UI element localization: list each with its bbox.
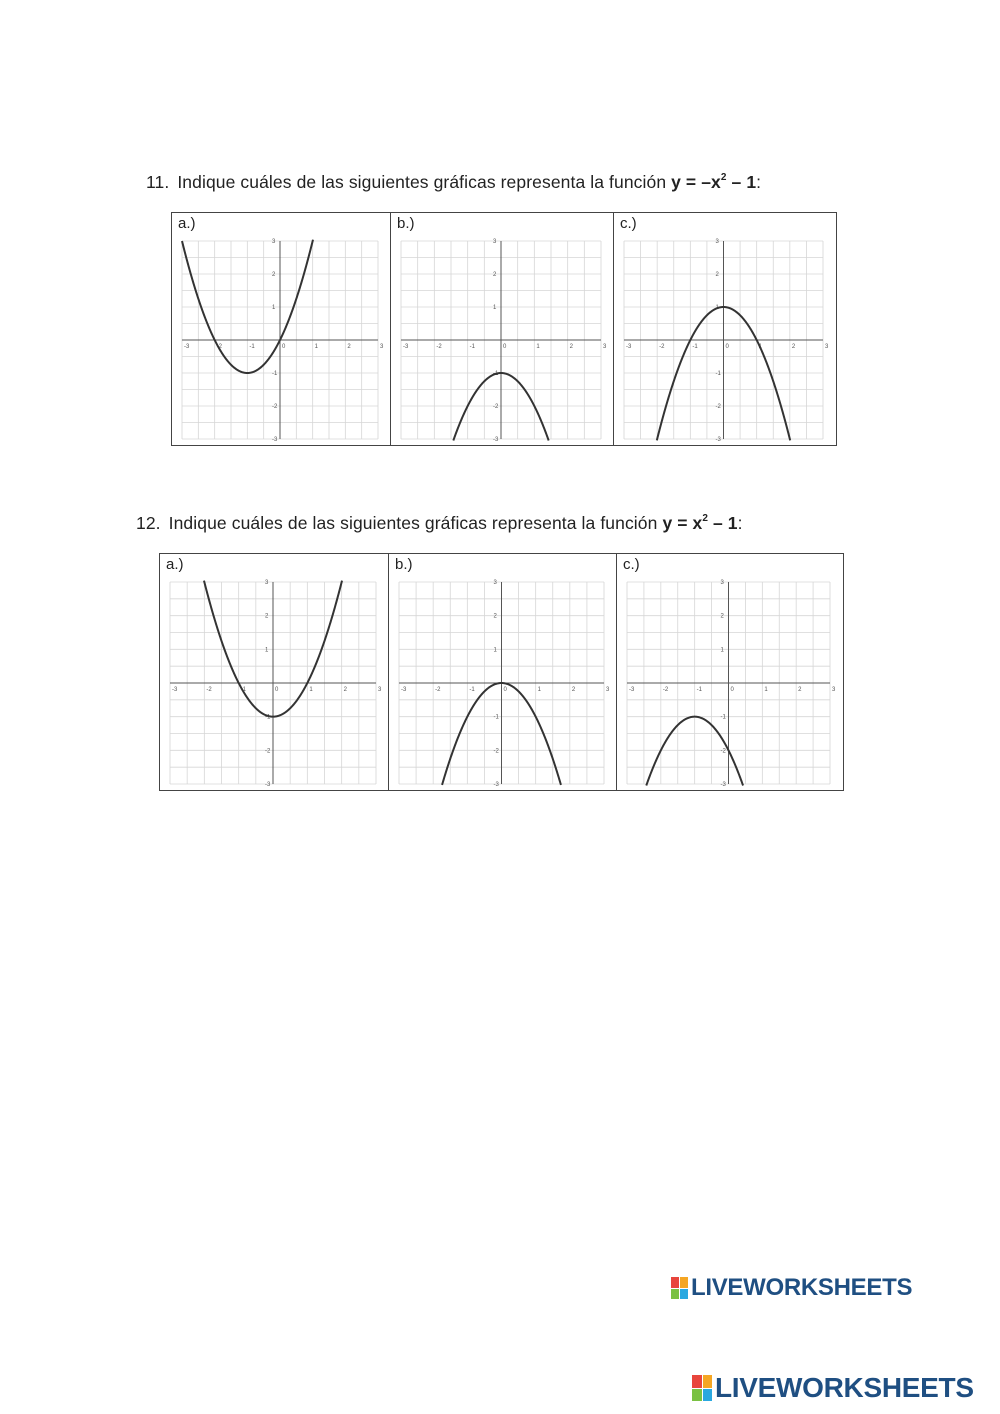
y-tick-label: 1 xyxy=(272,305,276,311)
question-12: 12. Indique cuáles de las siguientes gráficas representa la función $y = x^2 - 1$: xyxy=(136,513,743,533)
x-tick-label: 0 xyxy=(275,687,279,693)
y-tick-label: -3 xyxy=(715,437,721,443)
x-tick-label: 1 xyxy=(536,344,540,350)
y-tick-label: -3 xyxy=(720,782,726,788)
graph-panel-12-c[interactable] xyxy=(616,554,842,790)
x-tick-label: -1 xyxy=(249,344,255,350)
y-tick-label: -2 xyxy=(272,404,278,410)
x-tick-label: -3 xyxy=(172,687,178,693)
x-tick-label: -3 xyxy=(184,344,190,350)
y-tick-label: 1 xyxy=(493,305,497,311)
graph-panel-11-b[interactable] xyxy=(390,213,613,445)
plot-11-a xyxy=(172,213,390,445)
panel-label: c.) xyxy=(623,556,640,573)
panel-label: c.) xyxy=(620,215,637,232)
y-tick-label: -3 xyxy=(493,782,499,788)
logo-square xyxy=(703,1389,713,1402)
y-tick-label: -1 xyxy=(272,371,278,377)
x-tick-label: 0 xyxy=(730,687,734,693)
graph-panel-12-b[interactable] xyxy=(388,554,616,790)
x-tick-label: -2 xyxy=(436,344,442,350)
function-expression: $y = x^2 - 1$ xyxy=(662,513,738,533)
x-tick-label: -1 xyxy=(469,344,476,350)
y-tick-label: 2 xyxy=(493,613,497,620)
y-tick-label: -1 xyxy=(493,714,499,721)
y-tick-label: 1 xyxy=(715,305,719,311)
brand-logo-footer xyxy=(692,1372,974,1404)
plot-11-b xyxy=(391,213,613,445)
x-tick-label: 2 xyxy=(343,687,348,693)
graph-panel-11-c[interactable] xyxy=(613,213,835,445)
panel-label: b.) xyxy=(395,556,413,573)
x-tick-label: 2 xyxy=(571,687,576,693)
x-tick-label: -3 xyxy=(629,687,635,693)
x-tick-label: 2 xyxy=(798,687,802,693)
x-tick-label: 3 xyxy=(832,687,836,693)
y-tick-label: 1 xyxy=(720,647,724,654)
x-tick-label: 0 xyxy=(282,344,286,350)
x-tick-label: -3 xyxy=(403,344,409,350)
logo-square xyxy=(692,1389,702,1402)
x-tick-label: 3 xyxy=(825,344,829,350)
y-tick-label: 3 xyxy=(493,239,497,245)
brand-logo xyxy=(671,1274,912,1302)
function-expression: $y = -x^2 - 1$ xyxy=(671,172,757,192)
y-tick-label: 3 xyxy=(720,580,724,586)
y-tick-label: 2 xyxy=(272,272,276,278)
graph-panel-12-a[interactable] xyxy=(160,554,388,790)
x-tick-label: 0 xyxy=(503,344,507,350)
brand-name: LIVEWORKSHEETS xyxy=(691,1274,913,1301)
x-tick-label: -1 xyxy=(240,687,247,693)
y-tick-label: 1 xyxy=(493,647,497,654)
logo-square xyxy=(680,1277,688,1288)
y-tick-label: -3 xyxy=(493,437,499,443)
panel-label: b.) xyxy=(397,215,415,232)
graph-options-12 xyxy=(159,553,844,791)
x-tick-label: 3 xyxy=(603,344,607,350)
y-tick-label: -3 xyxy=(265,782,271,788)
x-tick-label: 3 xyxy=(378,687,382,693)
question-prompt: Indique cuáles de las siguientes gráficas representa la función xyxy=(168,513,658,533)
x-tick-label: 2 xyxy=(569,344,574,350)
y-tick-label: 2 xyxy=(715,272,719,278)
y-tick-label: -1 xyxy=(720,714,726,721)
plot-11-c xyxy=(614,213,835,445)
x-tick-label: 1 xyxy=(758,344,763,350)
question-number: 12. xyxy=(136,513,161,533)
y-tick-label: 2 xyxy=(493,272,497,278)
x-tick-label: -1 xyxy=(696,687,703,693)
panel-label: a.) xyxy=(178,215,196,232)
y-tick-label: 2 xyxy=(265,613,269,620)
logo-square xyxy=(671,1289,679,1300)
graph-options-11 xyxy=(171,212,837,446)
y-tick-label: -2 xyxy=(493,748,499,755)
logo-square xyxy=(692,1375,702,1388)
x-tick-label: 2 xyxy=(347,344,351,350)
brand-name: LIVEWORKSHEETS xyxy=(715,1372,974,1403)
y-tick-label: 3 xyxy=(265,580,269,586)
logo-icon xyxy=(692,1375,712,1401)
x-tick-label: -2 xyxy=(435,687,441,693)
y-tick-label: -3 xyxy=(272,437,278,443)
y-tick-label: 3 xyxy=(272,239,276,245)
y-tick-label: -2 xyxy=(715,404,721,410)
x-tick-label: 3 xyxy=(380,344,384,350)
x-tick-label: 3 xyxy=(606,687,610,693)
x-tick-label: 1 xyxy=(314,344,319,350)
x-tick-label: 0 xyxy=(503,687,507,693)
plot-12-c xyxy=(617,554,842,790)
x-tick-label: -2 xyxy=(659,344,665,350)
y-tick-label: -2 xyxy=(265,748,271,755)
x-tick-label: 2 xyxy=(791,344,796,350)
x-tick-label: 0 xyxy=(725,344,729,350)
plot-12-b xyxy=(389,554,616,790)
y-tick-label: -2 xyxy=(720,748,726,755)
y-tick-label: 3 xyxy=(493,580,497,586)
x-tick-label: -2 xyxy=(206,687,212,693)
graph-panel-11-a[interactable] xyxy=(172,213,390,445)
question-prompt: Indique cuáles de las siguientes gráficas representa la función xyxy=(177,172,667,192)
question-number: 11. xyxy=(146,172,170,192)
panel-label: a.) xyxy=(166,556,184,573)
x-tick-label: -3 xyxy=(626,344,632,350)
logo-icon xyxy=(671,1277,688,1299)
y-tick-label: -1 xyxy=(715,371,721,377)
x-tick-label: -2 xyxy=(216,344,223,350)
x-tick-label: 1 xyxy=(764,687,768,693)
x-tick-label: -1 xyxy=(469,687,475,693)
y-tick-label: -1 xyxy=(265,714,271,721)
x-tick-label: 1 xyxy=(537,687,542,693)
x-tick-label: -1 xyxy=(692,344,698,350)
logo-square xyxy=(680,1289,688,1300)
logo-square xyxy=(671,1277,679,1288)
x-tick-label: -3 xyxy=(401,687,407,693)
question-11: 11. Indique cuáles de las siguientes gráficas representa la función $y = -x^2 - 1$: xyxy=(146,172,762,192)
y-tick-label: -2 xyxy=(493,404,499,410)
y-tick-label: 2 xyxy=(720,613,724,620)
plot-12-a xyxy=(160,554,388,790)
x-tick-label: -2 xyxy=(662,687,669,693)
y-tick-label: 1 xyxy=(265,647,269,654)
x-tick-label: 1 xyxy=(309,687,313,693)
y-tick-label: 3 xyxy=(715,239,719,245)
logo-square xyxy=(703,1375,713,1388)
y-tick-label: -1 xyxy=(493,371,499,377)
